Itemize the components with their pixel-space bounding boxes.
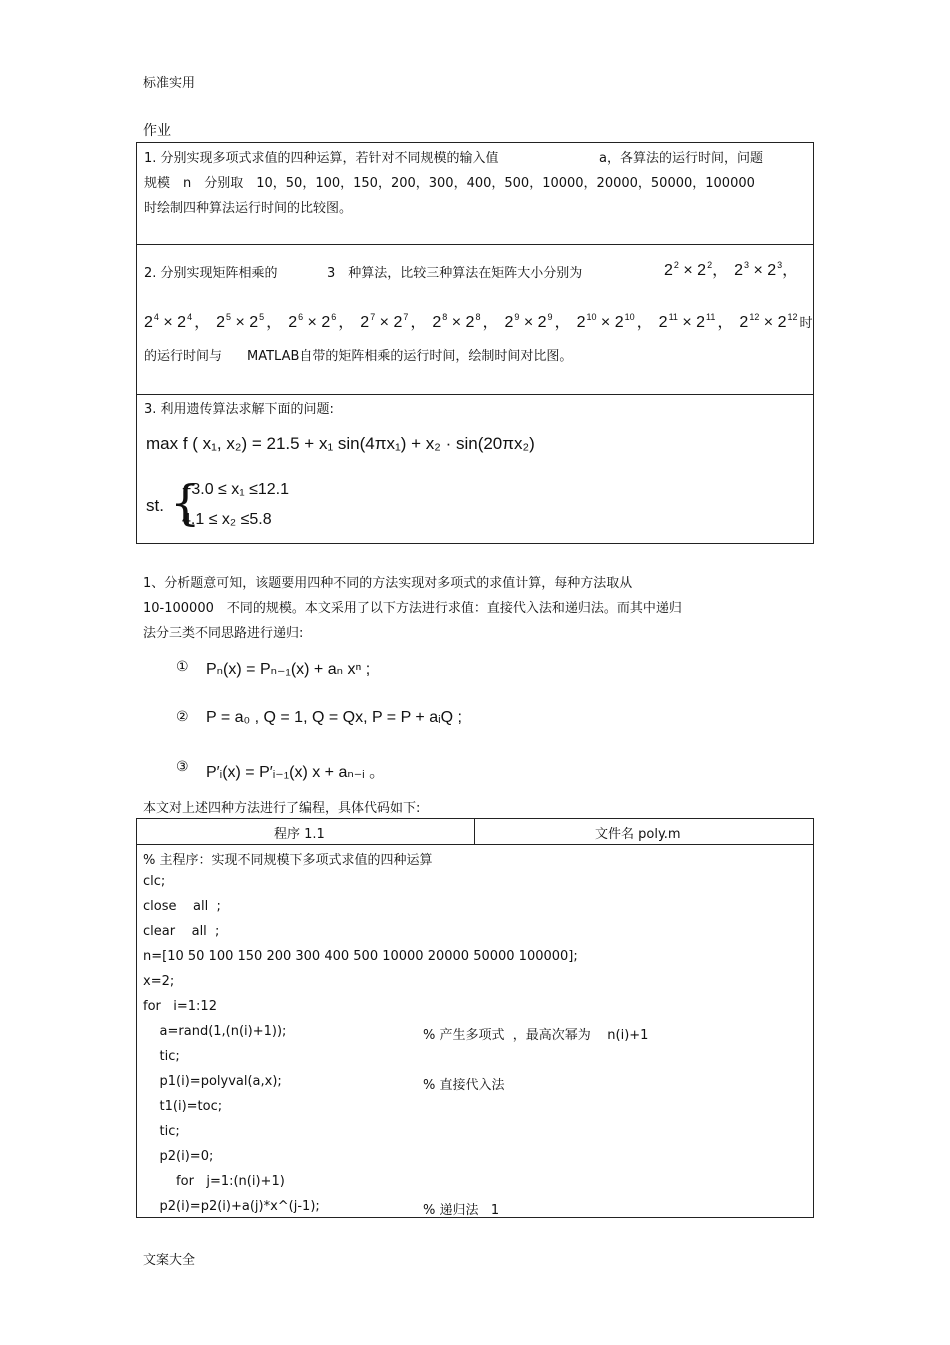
formula-1-number: ① — [176, 659, 189, 675]
code-line: p1(i)=polyval(a,x); — [143, 1074, 282, 1089]
page-footer: 文案大全 — [143, 1253, 196, 1268]
code-line: n=[10 50 100 150 200 300 400 500 10000 20000 50000 100000]; — [143, 949, 578, 964]
separator: ， — [410, 314, 427, 331]
row-divider — [137, 394, 813, 395]
task1-line3: 时绘制四种算法运行时间的比较图。 — [144, 201, 353, 216]
separator: ， — [712, 262, 729, 279]
separator: ， — [554, 314, 571, 331]
separator: ， — [266, 314, 283, 331]
code-line: for i=1:12 — [143, 999, 217, 1014]
separator: ， — [194, 314, 211, 331]
code-area — [143, 849, 803, 1218]
row-divider — [137, 244, 813, 245]
header-bottom-border — [137, 844, 813, 845]
task2-line1a: 2. 分别实现矩阵相乘的 — [144, 266, 278, 281]
task2-line3a: 的运行时间与 — [144, 349, 223, 364]
code-comment: % 递归法 1 — [423, 1203, 500, 1218]
separator: ， — [782, 262, 799, 279]
code-line: clc; — [143, 874, 166, 889]
formula-2: P = a₀ , Q = 1, Q = Qx, P = P + aᵢQ ; — [206, 709, 462, 726]
homework-title: 作业 — [143, 123, 171, 139]
analysis-line1: 1、分析题意可知，该题要用四种不同的方法实现对多项式的求值计算，每种方法取从 — [143, 576, 633, 591]
header-divider — [474, 819, 475, 844]
code-line: tic; — [143, 1124, 180, 1139]
code-line: clear all ; — [143, 924, 220, 939]
matrix-size-expression: $2^{10} \times 2^{10}$ — [576, 312, 635, 331]
constraint-2: 4.1 ≤ x₂ ≤5.8 — [182, 511, 272, 528]
separator: ， — [338, 314, 355, 331]
formula-3: P′ᵢ(x) = P′ᵢ₋₁(x) x + aₙ₋ᵢ 。 — [206, 764, 386, 781]
matrix-size-expression: $2^{11} \times 2^{11}$ — [658, 312, 716, 331]
program-table — [136, 818, 814, 1218]
formula-3-number: ③ — [176, 759, 189, 775]
analysis-line4: 本文对上述四种方法进行了编程，具体代码如下: — [143, 801, 421, 816]
matrix-size-expression: $2^8 \times 2^8$ — [432, 312, 481, 331]
analysis-line3: 法分三类不同思路进行递归: — [143, 626, 304, 641]
task1-line1a: 1. 分别实现多项式求值的四种运算，若针对不同规模的输入值 — [144, 151, 499, 166]
code-line: % 主程序：实现不同规模下多项式求值的四种运算 — [143, 853, 433, 868]
constraint-1: −3.0 ≤ x₁ ≤12.1 — [182, 481, 290, 498]
task2-powers-second — [144, 309, 812, 332]
analysis-line2: 10-100000 不同的规模。本文采用了以下方法进行求值：直接代入法和递归法。而其中递归 — [143, 601, 682, 616]
matrix-size-expression: $2^7 \times 2^7$ — [360, 312, 409, 331]
matrix-size-expression: $2^2 \times 2^2$ — [664, 260, 713, 279]
code-line: p2(i)=p2(i)+a(j)*x^(j-1); — [143, 1199, 320, 1214]
tail-char: 时 — [799, 315, 813, 330]
task3-objective: max f ( x₁, x₂) = 21.5 + x₁ sin(4πx₁) + x₂ · sin(20πx₂) — [146, 434, 535, 453]
code-line: p2(i)=0; — [143, 1149, 214, 1164]
constraint-brace: { — [170, 475, 201, 531]
task1-line2: 规模 n 分别取 10，50，100，150，200，300，400，500，10000，20000，50000，100000 — [144, 176, 755, 191]
program-header-left: 程序 1.1 — [274, 827, 325, 842]
task1-line1b: a，各算法的运行时间，问题 — [599, 151, 763, 166]
matrix-size-expression: $2^{12} \times 2^{12}$ — [739, 312, 798, 331]
page-header: 标准实用 — [143, 76, 196, 91]
code-comment: % 直接代入法 — [423, 1078, 505, 1093]
code-line: a=rand(1,(n(i)+1)); — [143, 1024, 287, 1039]
matrix-size-expression: $2^3 \times 2^3$ — [734, 260, 783, 279]
matrix-size-expression: $2^4 \times 2^4$ — [144, 312, 193, 331]
st-label: st. — [146, 496, 164, 515]
code-line: close all ; — [143, 899, 221, 914]
code-line: for j=1:(n(i)+1) — [143, 1174, 285, 1189]
separator: ， — [717, 314, 734, 331]
matrix-size-expression: $2^9 \times 2^9$ — [504, 312, 553, 331]
code-line: t1(i)=toc; — [143, 1099, 223, 1114]
code-line: tic; — [143, 1049, 180, 1064]
task2-line1b: 3 种算法，比较三种算法在矩阵大小分别为 — [327, 266, 583, 281]
separator: ， — [636, 314, 653, 331]
task2-powers-first — [664, 257, 804, 280]
formula-1: Pₙ(x) = Pₙ₋₁(x) + aₙ xⁿ ; — [206, 661, 371, 678]
matrix-size-expression: $2^6 \times 2^6$ — [288, 312, 337, 331]
program-header-right: 文件名 poly.m — [595, 827, 681, 842]
formula-2-number: ② — [176, 709, 189, 725]
matrix-size-expression: $2^5 \times 2^5$ — [216, 312, 265, 331]
task2-line3b: MATLAB自带的矩阵相乘的运行时间，绘制时间对比图。 — [247, 349, 573, 364]
assignment-table — [136, 142, 814, 544]
code-line: x=2; — [143, 974, 175, 989]
task3-line1: 3. 利用遗传算法求解下面的问题: — [144, 402, 334, 417]
code-comment: % 产生多项式 ，最高次幂为 n(i)+1 — [423, 1028, 649, 1043]
separator: ， — [482, 314, 499, 331]
